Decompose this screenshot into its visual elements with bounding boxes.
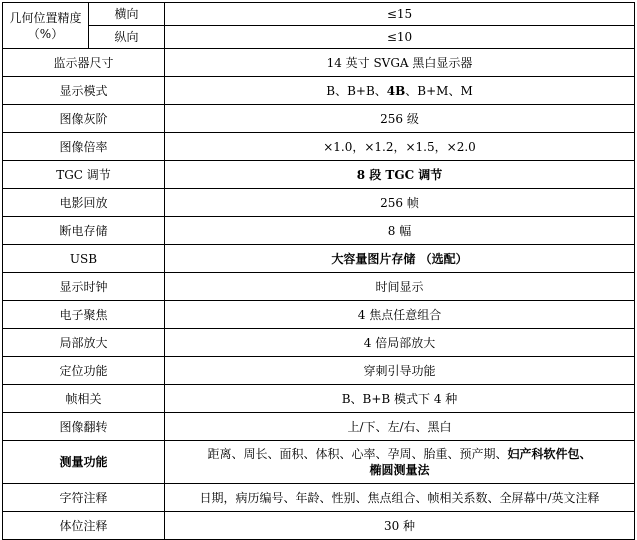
row-value: 时间显示 — [165, 273, 635, 301]
table-row — [3, 329, 635, 357]
table-row — [3, 273, 635, 301]
row-value: 日期，病历编号、年龄、性别、焦点组合、帧相关系数、全屏幕中/英文注释 — [165, 484, 635, 512]
value-part: 、B+M、M — [405, 83, 473, 98]
value-part-bold: 妇产科软件包、 — [507, 447, 592, 461]
row-label: 显示模式 — [3, 77, 165, 105]
row-value: 256 帧 — [165, 189, 635, 217]
row-label: 电影回放 — [3, 189, 165, 217]
row-value: 上/下、左/右、黑白 — [165, 413, 635, 441]
table-row — [3, 484, 635, 512]
row-value: 256 级 — [165, 105, 635, 133]
row-value: 穿刺引导功能 — [165, 357, 635, 385]
row-label: 字符注释 — [3, 484, 165, 512]
row-label: 图像倍率 — [3, 133, 165, 161]
table-row — [3, 217, 635, 245]
table-row — [3, 441, 635, 484]
row-label: 几何位置精度（%） — [3, 3, 89, 49]
row-value: 大容量图片存储 （选配） — [165, 245, 635, 273]
table-row — [3, 133, 635, 161]
row-value — [165, 441, 635, 484]
row-label: TGC 调节 — [3, 161, 165, 189]
row-label: 电子聚焦 — [3, 301, 165, 329]
row-label: 定位功能 — [3, 357, 165, 385]
table-row — [3, 3, 635, 26]
row-sublabel: 横向 — [89, 3, 165, 26]
row-value: 14 英寸 SVGA 黑白显示器 — [165, 49, 635, 77]
value-part: B、B+B、 — [326, 83, 387, 98]
row-label: 断电存储 — [3, 217, 165, 245]
row-value: 4 倍局部放大 — [165, 329, 635, 357]
spec-table — [2, 2, 635, 540]
row-label: 图像灰阶 — [3, 105, 165, 133]
row-label: 局部放大 — [3, 329, 165, 357]
row-value: ×1.0，×1.2，×1.5，×2.0 — [165, 133, 635, 161]
table-row — [3, 385, 635, 413]
table-row — [3, 161, 635, 189]
row-value: 30 种 — [165, 512, 635, 540]
row-label: 图像翻转 — [3, 413, 165, 441]
table-row — [3, 245, 635, 273]
table-row — [3, 105, 635, 133]
row-label: 体位注释 — [3, 512, 165, 540]
row-label: 显示时钟 — [3, 273, 165, 301]
row-label: 测量功能 — [3, 441, 165, 484]
table-row — [3, 357, 635, 385]
table-row — [3, 413, 635, 441]
row-value: ≤15 — [165, 3, 635, 26]
row-value: 8 幅 — [165, 217, 635, 245]
row-value: 4 焦点任意组合 — [165, 301, 635, 329]
row-value — [165, 77, 635, 105]
row-sublabel: 纵向 — [89, 26, 165, 49]
table-row — [3, 26, 635, 49]
row-value: 8 段 TGC 调节 — [165, 161, 635, 189]
row-value: B、B+B 模式下 4 种 — [165, 385, 635, 413]
row-label: USB — [3, 245, 165, 273]
table-row — [3, 189, 635, 217]
table-row — [3, 512, 635, 540]
table-row — [3, 301, 635, 329]
value-part-bold: 椭圆测量法 — [369, 463, 430, 477]
row-label: 帧相关 — [3, 385, 165, 413]
table-row — [3, 49, 635, 77]
table-row — [3, 77, 635, 105]
row-label: 监示器尺寸 — [3, 49, 165, 77]
value-part: 距离、周长、面积、体积、心率、孕周、胎重、预产期、 — [207, 447, 508, 461]
row-value: ≤10 — [165, 26, 635, 49]
value-part-bold: 4B — [386, 83, 406, 98]
